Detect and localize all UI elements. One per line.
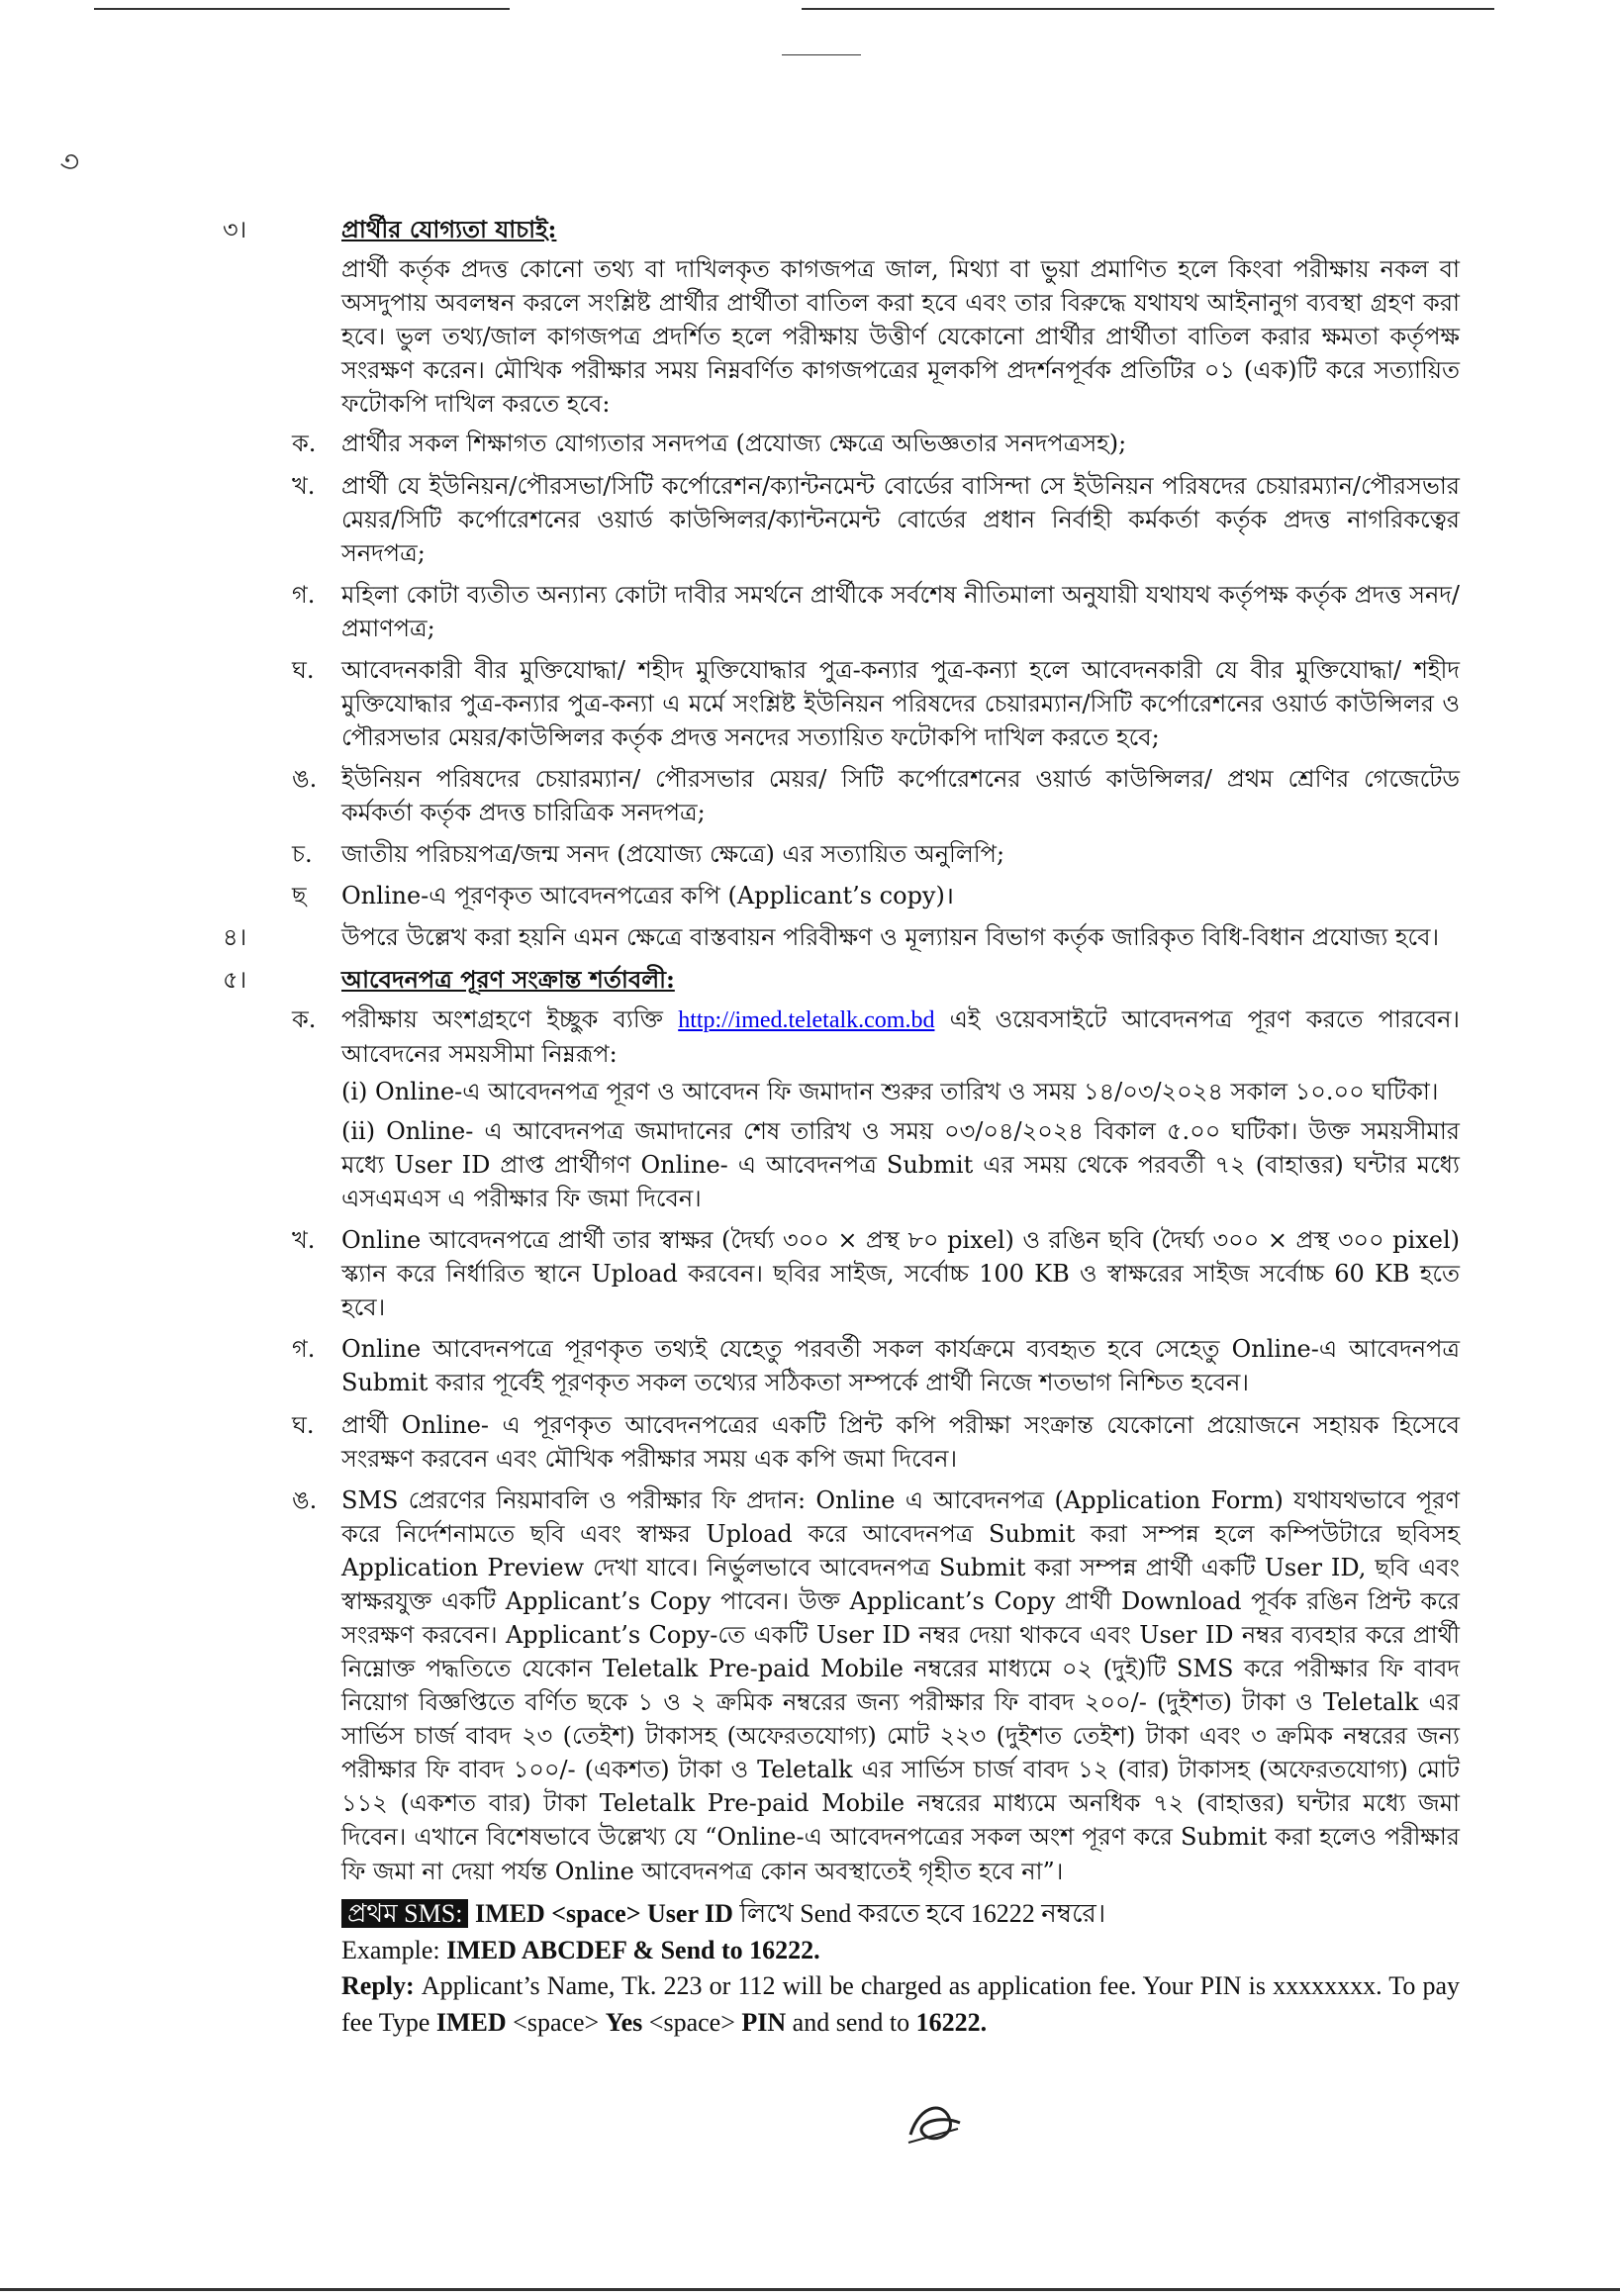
sms-badge: প্রথম SMS:: [341, 1899, 468, 1928]
sms-reply-cmd: PIN: [741, 2008, 787, 2038]
section-4: [223, 920, 1460, 954]
section-number: ৪।: [223, 923, 247, 952]
item-text: Online-এ পূরণকৃত আবেদনপত্রের কপি (Applicant’s copy)।: [341, 882, 954, 910]
list-item: [292, 762, 1460, 829]
list-item: [292, 1483, 1460, 1888]
section-title: আবেদনপত্র পূরণ সংক্রান্ত শর্তাবলী:: [341, 964, 675, 994]
sms-instructions: [341, 1896, 1460, 2043]
sms-reply-line: [341, 1968, 1460, 2042]
item-label: ঙ.: [292, 765, 318, 794]
sms-reply-end: and send to: [786, 2008, 916, 2038]
list-item: [292, 469, 1460, 570]
item-label: ঘ.: [292, 1410, 315, 1439]
section-title: প্রার্থীর যোগ্যতা যাচাই:: [341, 215, 557, 243]
section-intro: প্রার্থী কর্তৃক প্রদত্ত কোনো তথ্য বা দাখিলকৃত কাগজপত্র জাল, মিথ্যা বা ভুয়া প্রমাণিত হলে কিংবা পরীক্ষায় নকল বা অসদুপায় অবলম্বন করলে সংশ্লিষ্ট প্রার্থীর প্রার্থীতা বাতিল করা হবে এবং তার বিরুদ্ধে যথাযথ আইনানুগ ব্যবস্থা গ্রহণ করা হবে। ভুল তথ্য/জাল কাগজপত্র প্রদর্শিত হলে পরীক্ষায় উত্তীর্ণ যেকোনো প্রার্থীর প্রার্থীতা বাতিল করার ক্ষমতা কর্তৃপক্ষ সংরক্ষণ করেন। মৌখিক পরীক্ষার সময় নিম্নবর্ণিত কাগজপত্রের মূলকপি প্রদর্শনপূর্বক প্রতিটির ০১ (এক)টি করে সত্যায়িত ফটোকপি দাখিল করতে হবে:: [341, 255, 1460, 419]
item-text: Online আবেদনপত্রে পূরণকৃত তথ্যই যেহেতু পরবর্তী সকল কার্যক্রমে ব্যবহৃত হবে সেহেতু Online-এ আবেদনপত্র Submit করার পূর্বেই পূরণকৃত সকল তথ্যের সঠিকতা সম্পর্কে প্রার্থী নিজে শতভাগ নিশ্চিত হবেন।: [341, 1335, 1460, 1397]
item-label: খ.: [292, 471, 316, 500]
sms-reply-label: Reply:: [341, 1971, 422, 2001]
item-text: প্রার্থীর সকল শিক্ষাগত যোগ্যতার সনদপত্র (প্রযোজ্য ক্ষেত্রে অভিজ্ঞতার সনদপত্রসহ);: [341, 430, 1127, 458]
section-3: [223, 213, 1460, 912]
sms-reply-number: 16222.: [915, 2008, 988, 2038]
scan-rule-top-left: [94, 8, 510, 10]
item-text: SMS প্রেরণের নিয়মাবলি ও পরীক্ষার ফি প্রদান: Online এ আবেদনপত্র (Application Form) যথাযথভাবে পূরণ করে নির্দেশনামতে ছবি এবং স্বাক্ষর Upload করে আবেদনপত্র Submit করা সম্পন্ন হলে কম্পিউটারে ছবিসহ Application Preview দেখা যাবে। নির্ভুলভাবে আবেদনপত্র Submit করা সম্পন্ন প্রার্থী একটি User ID, ছবি এবং স্বাক্ষরযুক্ত একটি Applicant’s Copy পাবেন। উক্ত Applicant’s Copy প্রার্থী Download পূর্বক রঙিন প্রিন্ট করে সংরক্ষণ করবেন। Applicant’s Copy-তে একটি User ID নম্বর দেয়া থাকবে এবং User ID নম্বর ব্যবহার করে প্রার্থী নিম্নোক্ত পদ্ধতিতে যেকোন Teletalk Pre-paid Mobile নম্বরের মাধ্যমে ০২ (দুই)টি SMS করে পরীক্ষার ফি বাবদ নিয়োগ বিজ্ঞপ্তিতে বর্ণিত ছকে ১ ও ২ ক্রমিক নম্বরের জন্য পরীক্ষার ফি বাবদ ২০০/- (দুইশত) টাকা ও Teletalk এর সার্ভিস চার্জ বাবদ ২৩ (তেইশ) টাকাসহ (অফেরতযোগ্য) মোট ২২৩ (দুইশত তেইশ) টাকা এবং ৩ ক্রমিক নম্বরের জন্য পরীক্ষার ফি বাবদ ১০০/- (একশত) টাকা ও Teletalk এর সার্ভিস চার্জ বাবদ ১২ (বার) টাকাসহ (অফেরতযোগ্য) মোট ১১২ (একশত বার) টাকা Teletalk Pre-paid Mobile নম্বরের মাধ্যমে অনধিক ৭২ (বাহাত্তর) ঘন্টার মধ্যে জমা দিবেন। এখানে বিশেষভাবে উল্লেখ্য যে “Online-এ আবেদনপত্রের সকল অংশ পূরণ করে Submit করা হলেও পরীক্ষার ফি জমা না দেয়া পর্যন্ত Online আবেদনপত্র কোন অবস্থাতেই গৃহীত হবে না”।: [341, 1485, 1460, 1885]
scan-rule-top-right: [802, 8, 1494, 10]
section-number: ৩।: [223, 216, 247, 243]
sms-first-line: [341, 1896, 1460, 1933]
website-link[interactable]: http://imed.teletalk.com.bd: [678, 1006, 935, 1033]
list-item: [292, 427, 1460, 460]
list-item: [292, 578, 1460, 645]
sms-example-label: Example:: [341, 1935, 447, 1964]
sms-reply-sep: <space>: [506, 2008, 606, 2038]
page-corner-mark: ৩: [51, 144, 89, 183]
schedule-line: (i) Online-এ আবেদনপত্র পূরণ ও আবেদন ফি জমাদান শুরুর তারিখ ও সময় ১৪/০৩/২০২৪ সকাল ১০.০০ ঘটিকা।: [341, 1077, 1439, 1105]
item-text: প্রার্থী যে ইউনিয়ন/পৌরসভা/সিটি কর্পোরেশন/ক্যান্টনমেন্ট বোর্ডের বাসিন্দা সে ইউনিয়ন পরিষদের চেয়ারম্যান/পৌরসভার মেয়র/সিটি কর্পোরেশনের ওয়ার্ড কাউন্সিলর/ক্যান্টনমেন্ট বোর্ডের প্রধান নির্বাহী কর্মকর্তা কর্তৃক প্রদত্ত নাগরিকত্বের সনদপত্র;: [341, 471, 1460, 567]
item-text: পরীক্ষায় অংশগ্রহণে ইচ্ছুক ব্যক্তি: [341, 1004, 679, 1033]
list-item: [292, 653, 1460, 754]
item-text: মহিলা কোটা ব্যতীত অন্যান্য কোটা দাবীর সমর্থনে প্রার্থীকে সর্বশেষ নীতিমালা অনুযায়ী যথাযথ কর্তৃপক্ষ কর্তৃক প্রদত্ত সনদ/ প্রমাণপত্র;: [341, 580, 1460, 642]
sms-example-line: [341, 1933, 1460, 1969]
list-item: [292, 1332, 1460, 1399]
sms-example-value: IMED ABCDEF & Send to 16222.: [446, 1935, 820, 1964]
list-item: [292, 1408, 1460, 1476]
section-5: [223, 963, 1460, 2043]
item-label: ঘ.: [292, 655, 315, 684]
list-item: [292, 1223, 1460, 1324]
sms-command: IMED <space> User ID: [474, 1898, 733, 1928]
item-label: ক.: [292, 1004, 317, 1033]
handwritten-initial-icon: [901, 2093, 970, 2152]
scan-rule-top-short: [782, 54, 861, 55]
item-label: খ.: [292, 1226, 316, 1255]
item-label: গ.: [292, 580, 316, 609]
list-item: [292, 879, 1460, 912]
list-item: [292, 837, 1460, 871]
item-label: ছ: [292, 882, 307, 910]
sms-reply-cmd: IMED: [435, 2008, 507, 2038]
document-body: [223, 213, 1460, 2050]
scan-rule-bottom: [0, 2288, 1620, 2291]
section-intro: উপরে উল্লেখ করা হয়নি এমন ক্ষেত্রে বাস্তবায়ন পরিবীক্ষণ ও মূল্যায়ন বিভাগ কর্তৃক জারিকৃত বিধি-বিধান প্রযোজ্য হবে।: [341, 923, 1440, 952]
item-label: গ.: [292, 1335, 316, 1364]
item-text: ইউনিয়ন পরিষদের চেয়ারম্যান/ পৌরসভার মেয়র/ সিটি কর্পোরেশনের ওয়ার্ড কাউন্সিলর/ প্রথম শ্রেণির গেজেটেড কর্মকর্তা কর্তৃক প্রদত্ত চারিত্রিক সনদপত্র;: [341, 765, 1460, 827]
sms-reply-sep: <space>: [642, 2008, 742, 2038]
sms-reply-cmd: Yes: [605, 2008, 643, 2038]
schedule-line: (ii) Online- এ আবেদনপত্র জমাদানের শেষ তারিখ ও সময় ০৩/০৪/২০২৪ বিকাল ৫.০০ ঘটিকা। উক্ত সময়সীমার মধ্যে User ID প্রাপ্ত প্রার্থীগণ Online- এ আবেদনপত্র Submit এর সময় থেকে পরবর্তী ৭২ (বাহাত্তর) ঘন্টার মধ্যে এসএমএস এ পরীক্ষার ফি জমা দিবেন।: [341, 1116, 1460, 1213]
item-label: চ.: [292, 840, 313, 869]
item-text: এই ওয়েবসাইটে আবেদনপত্র পূরণ করতে পারবেন। আবেদনের সময়সীমা নিম্নরূপ:: [341, 1004, 1460, 1068]
list-item: [292, 1003, 1460, 1215]
item-label: ঙ.: [292, 1485, 318, 1514]
item-label: ক.: [292, 430, 317, 458]
item-text: জাতীয় পরিচয়পত্র/জন্ম সনদ (প্রযোজ্য ক্ষেত্রে) এর সত্যায়িত অনুলিপি;: [341, 840, 1005, 869]
sms-command-suffix: লিখে Send করতে হবে 16222 নম্বরে।: [732, 1898, 1106, 1928]
section-number: ৫।: [223, 965, 247, 994]
item-text: Online আবেদনপত্রে প্রার্থী তার স্বাক্ষর (দৈর্ঘ্য ৩০০ × প্রস্থ ৮০ pixel) ও রঙিন ছবি (দৈর্ঘ্য ৩০০ × প্রস্থ ৩০০ pixel) স্ক্যান করে নির্ধারিত স্থানে Upload করবেন। ছবির সাইজ, সর্বোচ্চ 100 KB ও স্বাক্ষরের সাইজ সর্বোচ্চ 60 KB হতে হবে।: [341, 1226, 1460, 1322]
item-text: আবেদনকারী বীর মুক্তিযোদ্ধা/ শহীদ মুক্তিযোদ্ধার পুত্র-কন্যার পুত্র-কন্যা হলে আবেদনকারী যে বীর মুক্তিযোদ্ধা/ শহীদ মুক্তিযোদ্ধার পুত্র-কন্যার পুত্র-কন্যা এ মর্মে সংশ্লিষ্ট ইউনিয়ন পরিষদের চেয়ারম্যান/সিটি কর্পোরেশনের ওয়ার্ড কাউন্সিলর ও পৌরসভার মেয়র/কাউন্সিলর কর্তৃক প্রদত্ত সনদের সত্যায়িত ফটোকপি দাখিল করতে হবে;: [341, 655, 1460, 752]
sms-reply-text: Applicant’s Name, Tk. 223 or 112 will be charged as application fee. Your PIN is xxxxxxxx. To pay fee Type: [341, 1971, 1460, 2038]
item-text: প্রার্থী Online- এ পূরণকৃত আবেদনপত্রের একটি প্রিন্ট কপি পরীক্ষা সংক্রান্ত যেকোনো প্রয়োজনে সহায়ক হিসেবে সংরক্ষণ করবেন এবং মৌখিক পরীক্ষার সময় এক কপি জমা দিবেন।: [341, 1410, 1460, 1473]
